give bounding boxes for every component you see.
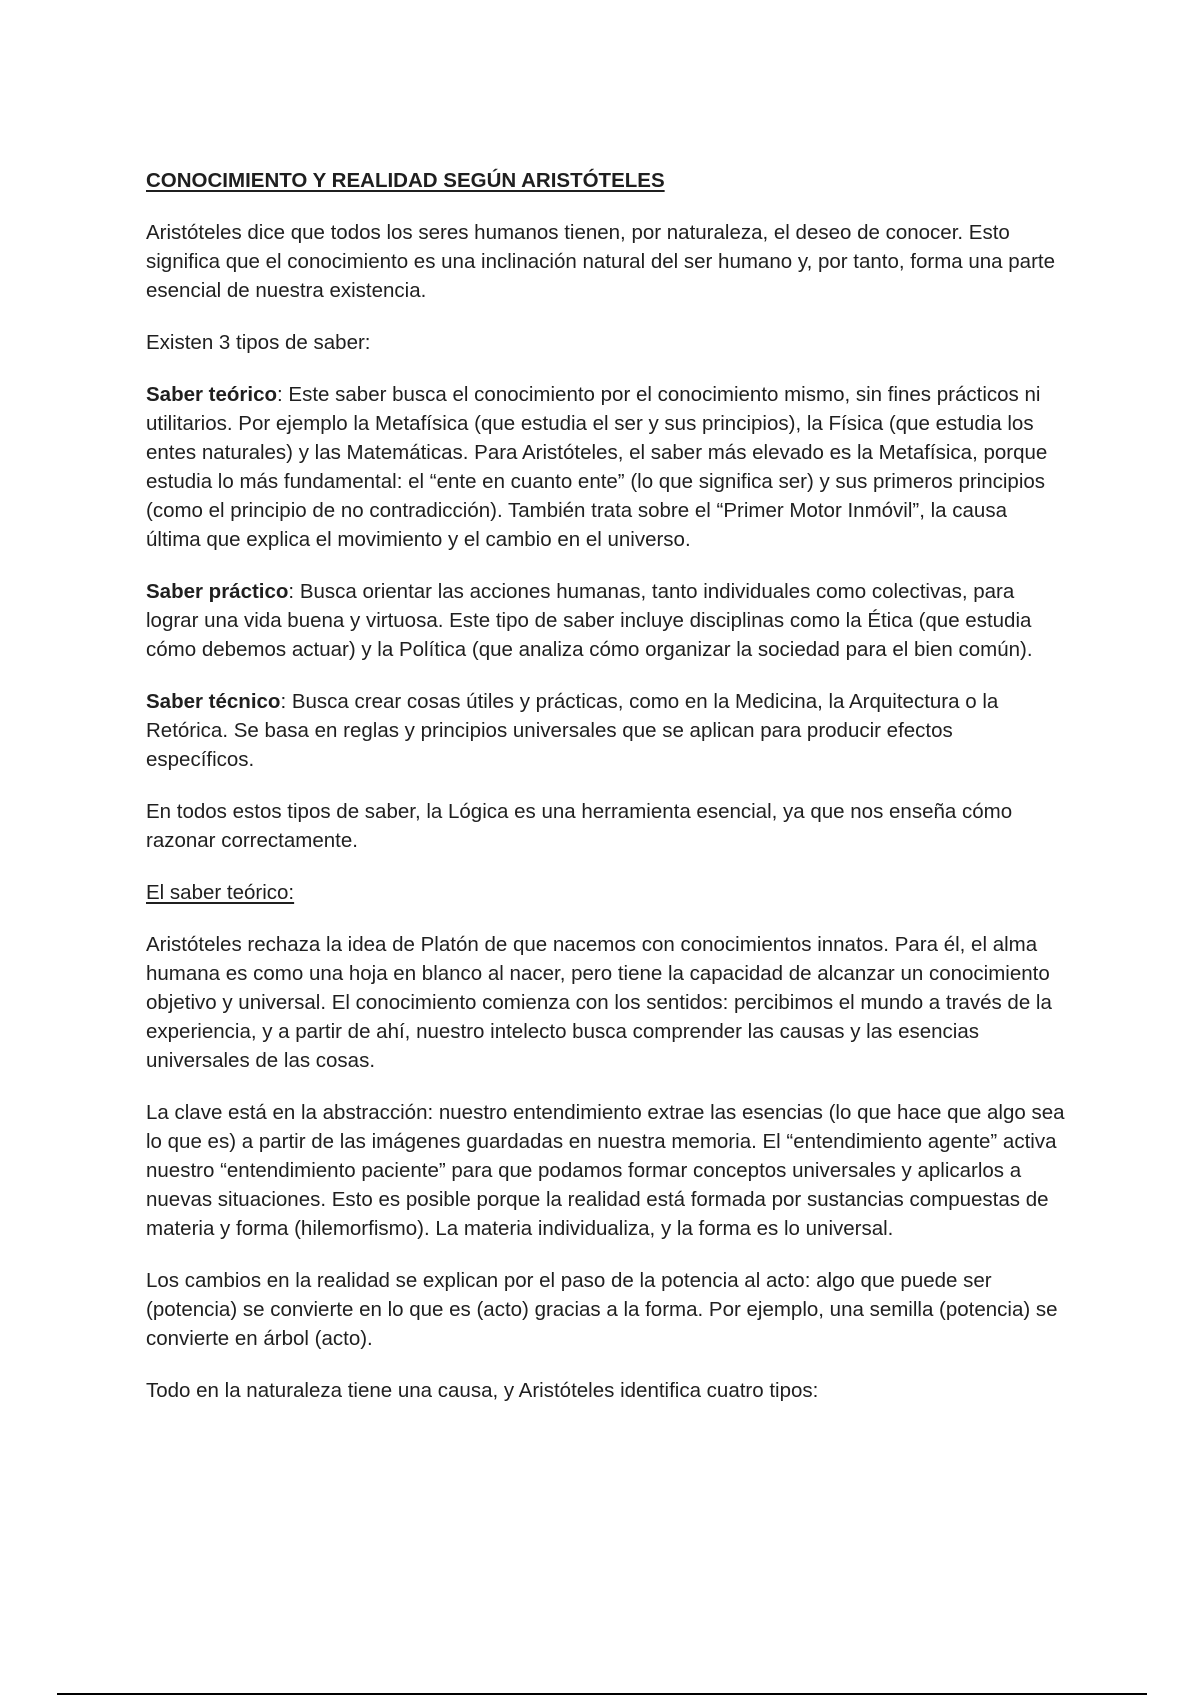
body-paragraph: Todo en la naturaleza tiene una causa, y Aristóteles identifica cuatro tipos: [146, 1379, 819, 1402]
type-paragraph-practical [146, 577, 1066, 664]
type-description: : Busca orientar las acciones humanas, tanto individuales como colectivas, para lograr una vida buena y virtuosa. Este tipo de saber incluye disciplinas como la Ética (que estudia cómo debemos actuar) y la Política (que analiza cómo organizar la sociedad para el bien común). [146, 580, 1033, 661]
types-intro: Existen 3 tipos de saber: [146, 331, 371, 354]
intro-paragraph: Aristóteles dice que todos los seres humanos tienen, por naturaleza, el deseo de conocer. Esto significa que el conocimiento es una inclinación natural del ser humano y, por tanto, forma una parte esencial de nuestra existencia. [146, 221, 1055, 302]
type-paragraph-technical [146, 687, 1066, 774]
type-term: Saber práctico [146, 580, 289, 603]
document-body [146, 166, 1066, 1428]
body-paragraph: Los cambios en la realidad se explican por el paso de la potencia al acto: algo que puede ser (potencia) se convierte en lo que es (acto) gracias a la forma. Por ejemplo, una semilla (potencia) se convierte en árbol (acto). [146, 1269, 1058, 1350]
type-term: Saber teórico [146, 383, 278, 406]
body-paragraph: La clave está en la abstracción: nuestro entendimiento extrae las esencias (lo que hace que algo sea lo que es) a partir de las imágenes guardadas en nuestra memoria. El “entendimiento agente” activa nuestro “entendimiento paciente” para que podamos formar conceptos universales y aplicarlos a nuevas situaciones. Esto es posible porque la realidad está formada por sustancias compuestas de materia y forma (hilemorfismo). La materia individualiza, y la forma es lo universal. [146, 1101, 1065, 1240]
type-description: : Este saber busca el conocimiento por el conocimiento mismo, sin fines prácticos ni utilitarios. Por ejemplo la Metafísica (que estudia el ser y sus principios), la Física (que estudia los entes naturales) y las Matemáticas. Para Aristóteles, el saber más elevado es la Metafísica, porque estudia lo más fundamental: el “ente en cuanto ente” (lo que significa ser) y sus primeros principios (como el principio de no contradicción). También trata sobre el “Primer Motor Inmóvil”, la causa última que explica el movimiento y el cambio en el universo. [146, 383, 1048, 551]
body-paragraph: Aristóteles rechaza la idea de Platón de que nacemos con conocimientos innatos. Para él, el alma humana es como una hoja en blanco al nacer, pero tiene la capacidad de alcanzar un conocimiento objetivo y universal. El conocimiento comienza con los sentidos: percibimos el mundo a través de la experiencia, y a partir de ahí, nuestro intelecto busca comprender las causas y las esencias universales de las cosas. [146, 933, 1052, 1072]
section-subheading: El saber teórico: [146, 881, 295, 904]
logic-note-paragraph: En todos estos tipos de saber, la Lógica es una herramienta esencial, ya que nos enseña cómo razonar correctamente. [146, 800, 1013, 852]
document-title: CONOCIMIENTO Y REALIDAD SEGÚN ARISTÓTELES [146, 169, 665, 192]
page-bottom-rule [57, 1693, 1147, 1695]
type-description: : Busca crear cosas útiles y prácticas, como en la Medicina, la Arquitectura o la Retórica. Se basa en reglas y principios universales que se aplican para producir efectos específicos. [146, 690, 999, 771]
type-term: Saber técnico [146, 690, 281, 713]
type-paragraph-theoretical [146, 380, 1066, 554]
